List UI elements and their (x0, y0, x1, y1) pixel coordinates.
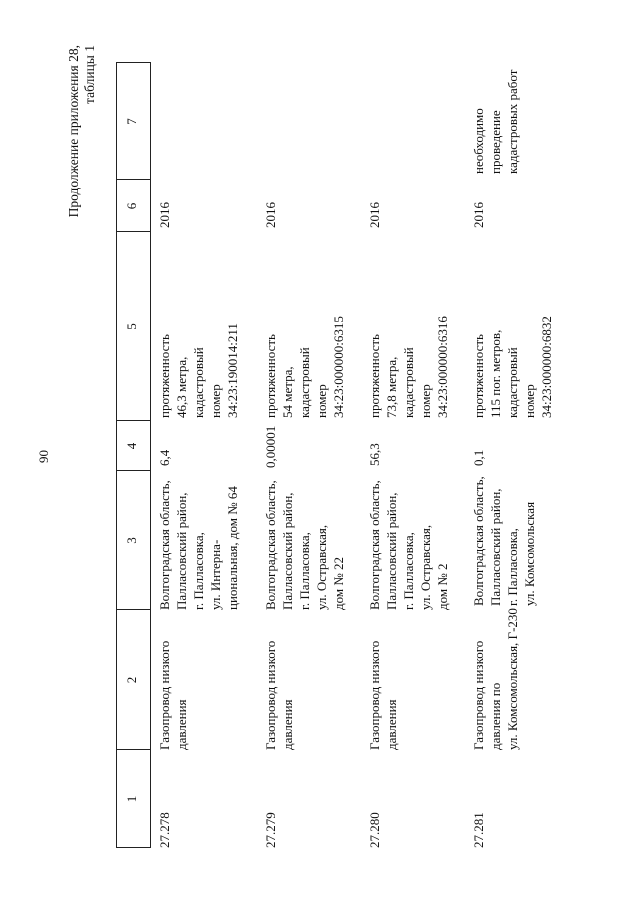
row-number: 27.280 (367, 812, 382, 848)
header-col-3: 3 (124, 537, 139, 544)
continuation-line-1: Продолжение приложения 28, (66, 45, 81, 218)
object-description: протяженность 115 пог. метров, кадастровый номер 34:23:000000:6832 (471, 316, 554, 418)
object-year: 2016 (471, 202, 486, 228)
header-col-1: 1 (124, 795, 139, 803)
object-name: Газопровод низкого давления по ул. Комсомольская, Г-230 (471, 608, 520, 750)
row-number: 27.281 (471, 812, 486, 848)
header-bottom-border (150, 62, 151, 848)
object-name: Газопровод низкого давления (367, 640, 399, 750)
object-year: 2016 (157, 202, 172, 228)
continuation-line-2: таблицы 1 (82, 45, 97, 104)
object-address: Волгоградская область, Палласовский район, г. Палласовка, ул. Остравская, дом № 22 (263, 480, 346, 610)
header-col-4: 4 (124, 442, 139, 450)
object-description: протяженность 46,3 метра, кадастровый номер 34:23:190014:211 (157, 323, 240, 418)
continuation-caption (66, 45, 98, 305)
object-description: протяженность 73,8 метра, кадастровый номер 34:23:000000:6316 (367, 316, 450, 418)
header-col-5: 5 (124, 323, 139, 330)
header-col-6: 6 (124, 202, 139, 210)
object-value: 0,1 (471, 449, 486, 466)
object-address: Волгоградская область, Палласовский район, г. Палласовка, ул. Комсомольская (471, 476, 537, 606)
object-note: необходимо проведение кадастровых работ (471, 69, 520, 174)
header-col-7: 7 (124, 118, 139, 125)
row-number: 27.278 (157, 812, 172, 848)
object-year: 2016 (263, 202, 278, 228)
object-name: Газопровод низкого давления (157, 640, 189, 750)
object-value: 6,4 (157, 449, 172, 466)
row-number: 27.279 (263, 812, 278, 848)
header-col-2: 2 (124, 676, 139, 684)
object-value: 0,00001 (263, 425, 278, 468)
object-name: Газопровод низкого давления (263, 640, 295, 750)
object-year: 2016 (367, 202, 382, 228)
object-description: протяженность 54 метра, кадастровый номер 34:23:000000:6315 (263, 316, 346, 418)
data-table (116, 62, 636, 848)
object-value: 56,3 (367, 443, 382, 466)
object-address: Волгоградская область, Палласовский район, г. Палласовка, ул. Остравская, дом № 2 (367, 480, 450, 610)
page-number: 90 (36, 450, 51, 463)
object-address: Волгоградская область, Палласовский район, г. Палласовка, ул. Интерна- циональная, дом № 64 (157, 480, 240, 610)
